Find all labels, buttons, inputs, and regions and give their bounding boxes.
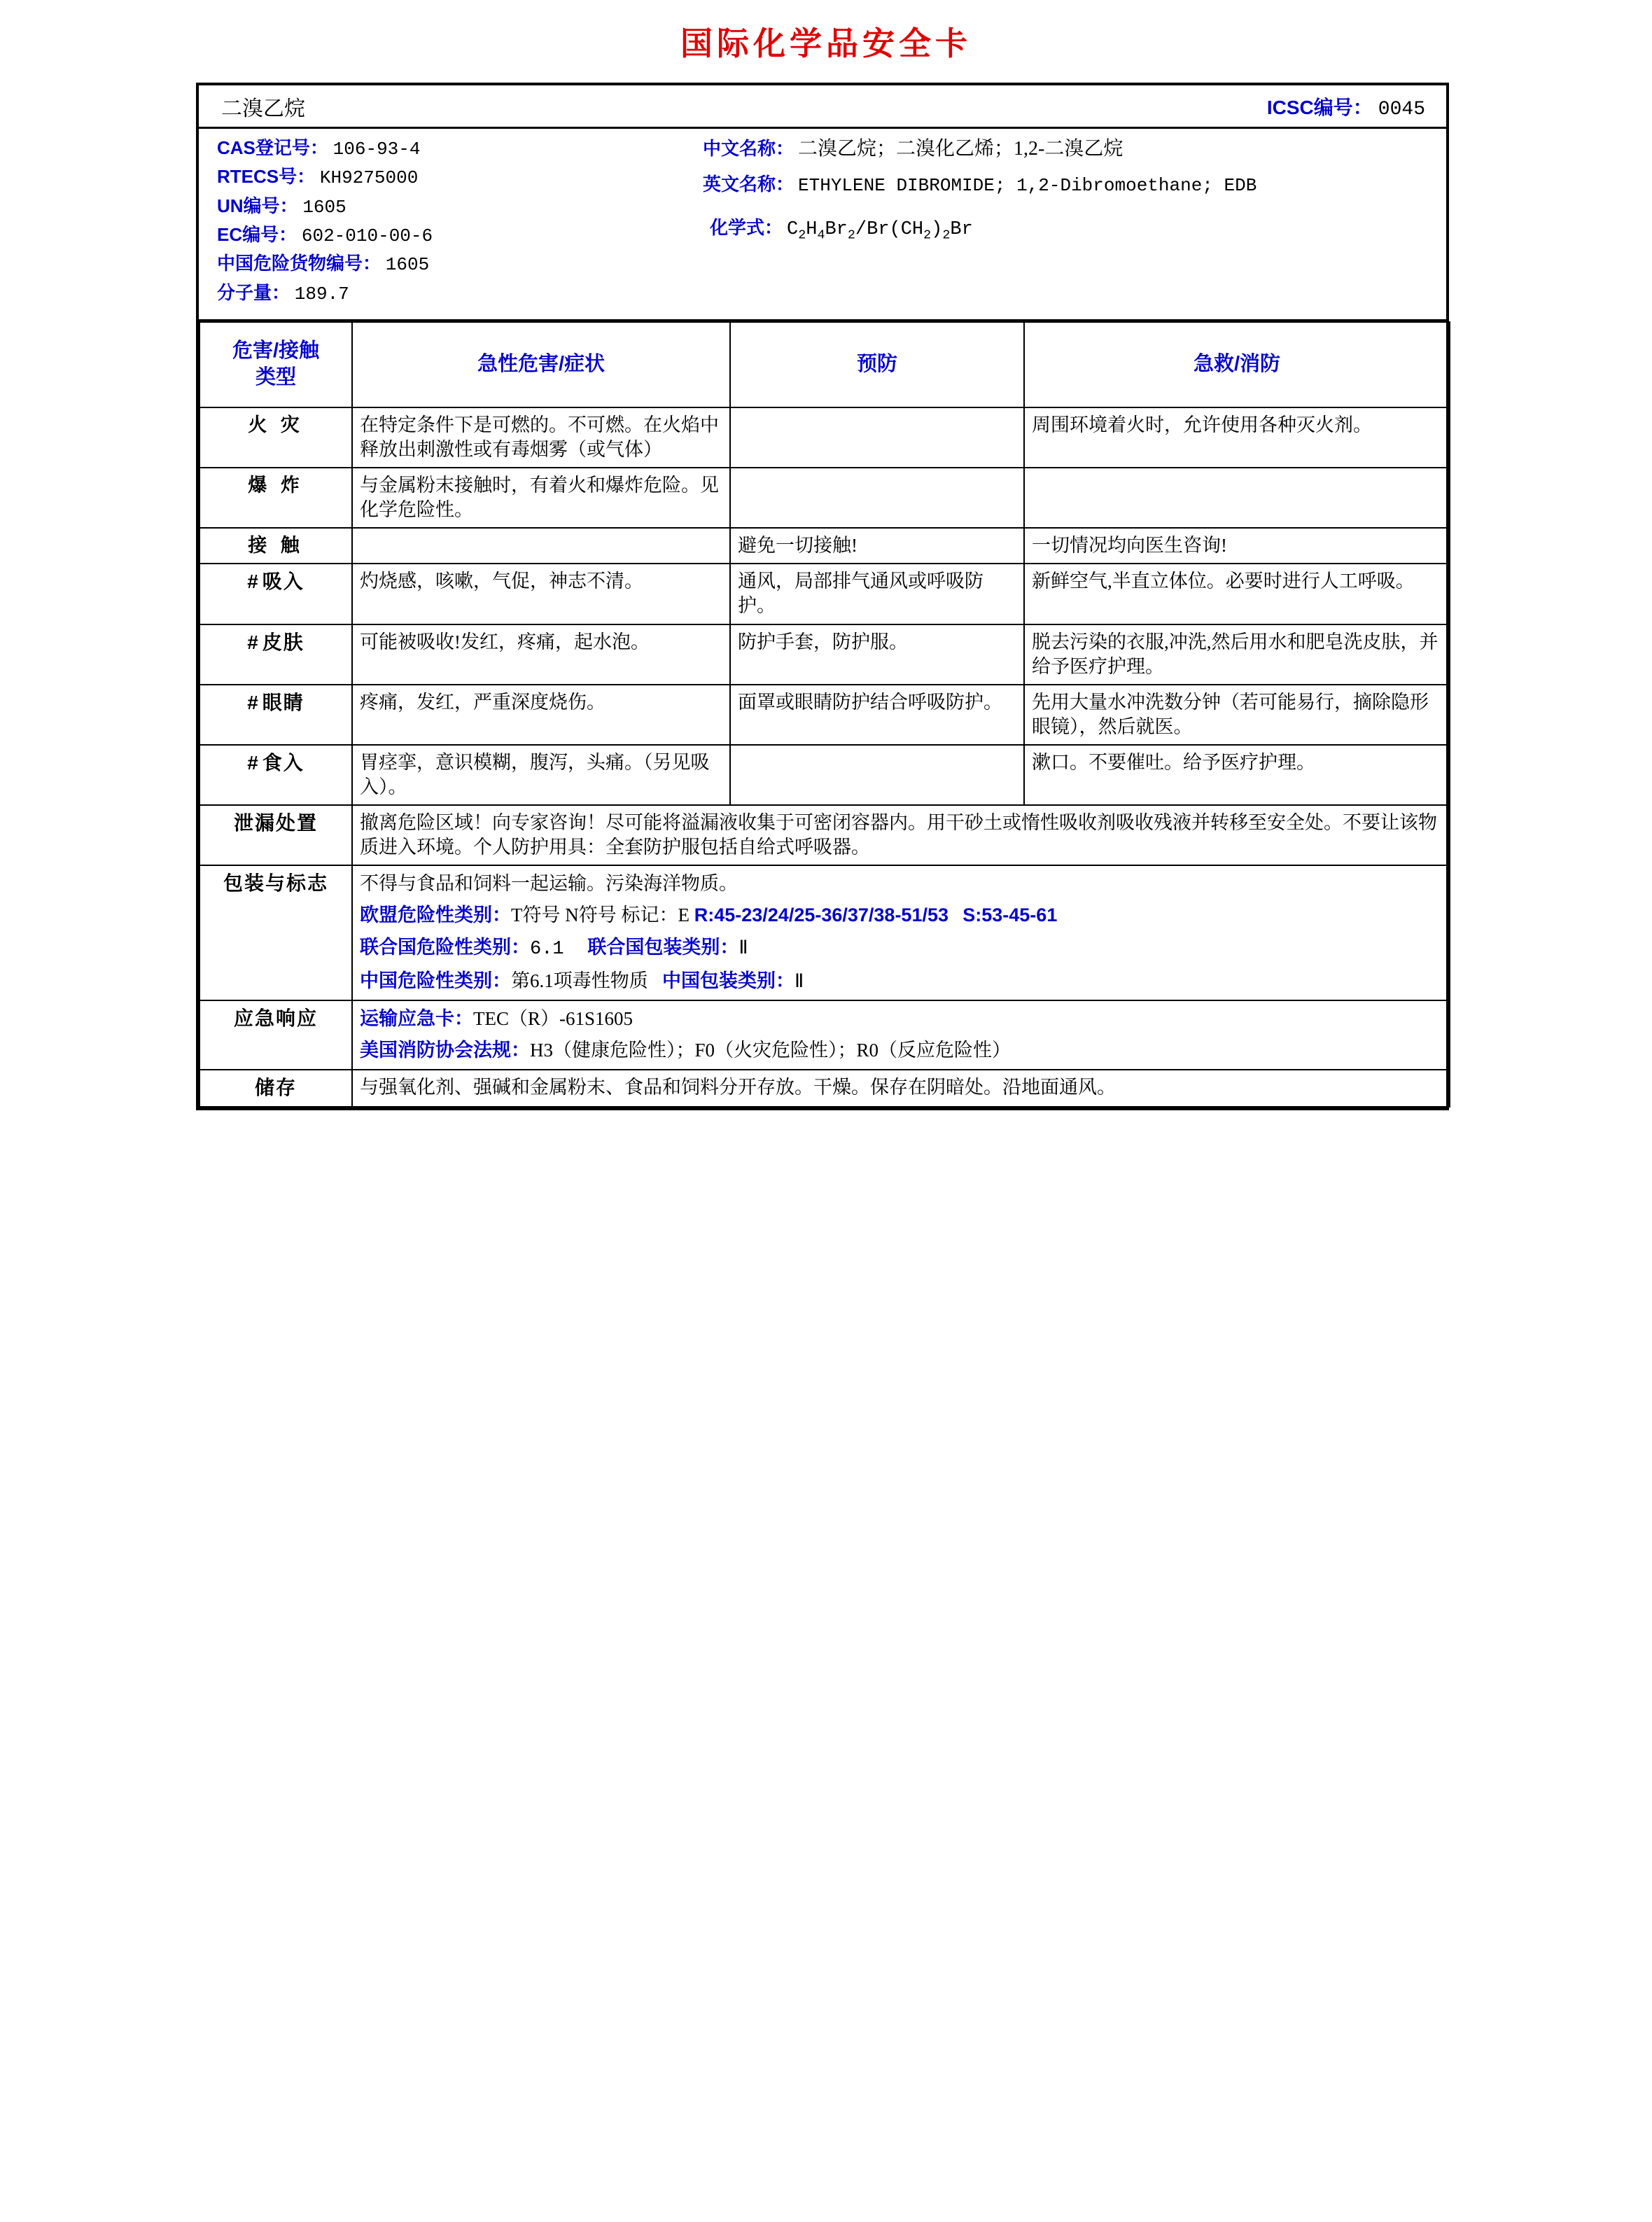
identity-row-molecular-weight (217, 281, 689, 306)
un-packaging-label: 联合国包装类别： (587, 936, 739, 958)
row-label-exposure: 接 触 (200, 528, 352, 564)
cell-exposure-prevention: 避免一切接触! (730, 528, 1024, 564)
row-label-inhalation (200, 564, 352, 624)
table-row-emergency (200, 1000, 1450, 1070)
cn-packaging-value: Ⅱ (794, 970, 804, 991)
column-header-hazard-type (200, 322, 352, 407)
cell-exposure-firstaid: 一切情况均向医生咨询! (1024, 528, 1450, 564)
formula-value: $C_2H_4Br_2/Br(CH_2)_2Br$ (787, 219, 973, 243)
molecular-weight-value: 189.7 (294, 283, 349, 305)
row-label-emergency-response: 应急响应 (200, 1000, 352, 1070)
cell-storage-text: 与强氧化剂、强碱和金属粉末、食品和饲料分开存放。干燥。保存在阴暗处。沿地面通风。 (352, 1070, 1450, 1106)
cn-class-value: 第6.1项毒性物质 (511, 970, 648, 991)
eu-s-phrases: S:53-45-61 (962, 904, 1058, 926)
cell-eyes-prevention: 面罩或眼睛防护结合呼吸防护。 (730, 685, 1024, 745)
icsc-safety-card-page (0, 0, 1652, 1110)
cn-goods-value: 1605 (385, 254, 430, 276)
table-row-packaging (200, 865, 1450, 1000)
un-packaging-value: Ⅱ (738, 936, 748, 958)
cell-fire-prevention (730, 407, 1024, 468)
un-value: 1605 (302, 196, 346, 218)
eu-r-phrases: R:45-23/24/25-36/37/38-51/53 (694, 904, 948, 926)
rtecs-value: KH9275000 (319, 167, 419, 189)
row-label-eyes (200, 685, 352, 745)
substance-name: 二溴乙烷 (221, 97, 305, 120)
cell-explosion-firstaid (1024, 468, 1450, 528)
cell-ingestion-firstaid: 漱口。不要催吐。给予医疗护理。 (1024, 745, 1450, 805)
icsc-label: ICSC编号： (1266, 96, 1373, 118)
chinese-name-label: 中文名称： (703, 138, 794, 159)
emergency-nfpa-line (360, 1037, 1442, 1063)
identity-block (199, 129, 1446, 321)
hazard-table (199, 321, 1450, 1107)
english-name-row (703, 172, 1432, 198)
molecular-weight-label: 分子量： (217, 281, 290, 303)
cn-goods-label: 中国危险货物编号： (217, 253, 382, 274)
identity-row-rtecs (217, 165, 689, 190)
un-class-label: 联合国危险性类别： (360, 936, 530, 958)
safety-card (196, 83, 1449, 1110)
table-row-spill (200, 805, 1450, 865)
table-row (200, 624, 1450, 685)
row-label-skin-text: 皮肤 (262, 631, 304, 653)
table-row (200, 407, 1450, 468)
cell-packaging-labelling (352, 865, 1450, 1000)
row-label-ingestion (200, 745, 352, 805)
column-header-hazard-type-line2: 类型 (255, 365, 296, 389)
cn-packaging-label: 中国包装类别： (662, 970, 794, 991)
eu-class-symbols: T符号 N符号 标记：E (511, 904, 694, 926)
cell-spill-disposal-text: 撤离危险区域！向专家咨询！尽可能将溢漏液收集于可密闭容器内。用干砂土或惰性吸收剂吸收残液并转移至安全处。不要让该物质进入环境。个人防护用具：全套防护服包括自给式呼吸器。 (352, 805, 1450, 865)
cas-value: 106-93-4 (332, 139, 421, 160)
nfpa-label: 美国消防协会法规： (360, 1040, 530, 1061)
cell-skin-hazard: 可能被吸收!发红，疼痛，起水泡。 (352, 624, 730, 685)
row-label-spill-disposal: 泄漏处置 (200, 805, 352, 865)
chinese-name-row (703, 136, 1432, 162)
cell-inhalation-prevention: 通风，局部排气通风或呼吸防护。 (730, 564, 1024, 624)
english-name-label: 英文名称： (703, 173, 794, 195)
identity-row-cn-dangerous-goods (217, 251, 689, 277)
un-class-value: 6.1 (530, 938, 564, 960)
card-header (199, 85, 1446, 129)
row-label-fire: 火 灾 (200, 407, 352, 468)
cell-inhalation-firstaid: 新鲜空气,半直立体位。必要时进行人工呼吸。 (1024, 564, 1450, 624)
cell-exposure-hazard (352, 528, 730, 564)
identity-row-un (217, 194, 689, 219)
icsc-number-group (1267, 92, 1434, 120)
row-label-packaging-labelling: 包装与标志 (200, 865, 352, 1000)
packaging-cn-classification (360, 968, 1442, 993)
cell-ingestion-hazard: 胃痉挛，意识模糊，腹泻，头痛。（另见吸入）。 (352, 745, 730, 805)
ec-label: EC编号： (217, 223, 298, 245)
page-title: 国际化学品安全卡 (680, 25, 972, 62)
table-row (200, 528, 1450, 564)
chinese-name-value: 二溴乙烷；二溴化乙烯；1,2-二溴乙烷 (798, 138, 1124, 160)
packaging-un-classification (360, 935, 1442, 962)
row-label-ingestion-text: 食入 (262, 751, 304, 774)
table-row (200, 745, 1450, 805)
tec-value: TEC（R）-61S1605 (473, 1007, 634, 1029)
english-name-value: ETHYLENE DIBROMIDE; 1,2-Dibromoethane; EDB (798, 174, 1257, 196)
hash-marker: # (247, 691, 258, 713)
table-row-storage (200, 1070, 1450, 1106)
cell-inhalation-hazard: 灼烧感，咳嗽，气促，神志不清。 (352, 564, 730, 624)
packaging-transport-note: 不得与食品和饲料一起运输。污染海洋物质。 (360, 873, 738, 895)
hash-marker: # (247, 571, 258, 593)
cell-eyes-hazard: 疼痛，发红，严重深度烧伤。 (352, 685, 730, 745)
cas-label: CAS登记号： (217, 137, 328, 158)
row-label-skin (200, 624, 352, 685)
eu-class-label: 欧盟危险性类别： (360, 904, 511, 926)
emergency-tec-line (360, 1006, 1442, 1031)
cell-ingestion-prevention (730, 745, 1024, 805)
identity-right-column (689, 136, 1446, 309)
table-row (200, 685, 1450, 745)
table-row (200, 468, 1450, 528)
cell-skin-firstaid: 脱去污染的衣服,冲洗,然后用水和肥皂洗皮肤，并给予医疗护理。 (1024, 624, 1450, 685)
identity-left-column (199, 136, 689, 309)
cell-explosion-prevention (730, 468, 1024, 528)
hash-marker: # (247, 751, 258, 774)
cell-emergency-response (352, 1000, 1450, 1070)
nfpa-value: H3（健康危险性）；F0（火灾危险性）；R0（反应危险性） (530, 1040, 1011, 1061)
row-label-inhalation-text: 吸入 (262, 571, 304, 593)
formula-row (703, 216, 1432, 244)
cell-explosion-hazard: 与金属粉末接触时，有着火和爆炸危险。见化学危险性。 (352, 468, 730, 528)
formula-label: 化学式： (710, 217, 783, 239)
column-header-hazard-type-line1: 危害/接触 (232, 340, 320, 363)
un-label: UN编号： (217, 195, 298, 216)
row-label-explosion: 爆 炸 (200, 468, 352, 528)
packaging-eu-classification (360, 902, 1442, 928)
cell-eyes-firstaid: 先用大量水冲洗数分钟（若可能易行，摘除隐形眼镜），然后就医。 (1024, 685, 1450, 745)
column-header-acute-hazards: 急性危害/症状 (352, 322, 730, 407)
row-label-eyes-text: 眼睛 (262, 691, 304, 713)
cell-skin-prevention: 防护手套，防护服。 (730, 624, 1024, 685)
column-header-prevention: 预防 (730, 322, 1024, 407)
icsc-number: 0045 (1378, 98, 1425, 120)
table-row (200, 564, 1450, 624)
ec-value: 602-010-00-6 (301, 225, 433, 246)
row-label-storage: 储存 (200, 1070, 352, 1106)
identity-row-cas (217, 136, 689, 161)
column-header-first-aid: 急救/消防 (1024, 322, 1450, 407)
cell-fire-hazard: 在特定条件下是可燃的。不可燃。在火焰中释放出刺激性或有毒烟雾（或气体） (352, 407, 730, 468)
cell-fire-firstaid: 周围环境着火时，允许使用各种灭火剂。 (1024, 407, 1450, 468)
rtecs-label: RTECS号： (217, 166, 316, 188)
identity-row-ec (217, 223, 689, 248)
hash-marker: # (247, 631, 258, 653)
tec-label: 运输应急卡： (360, 1007, 473, 1029)
table-header-row (200, 322, 1450, 407)
cn-class-label: 中国危险性类别： (360, 970, 511, 991)
